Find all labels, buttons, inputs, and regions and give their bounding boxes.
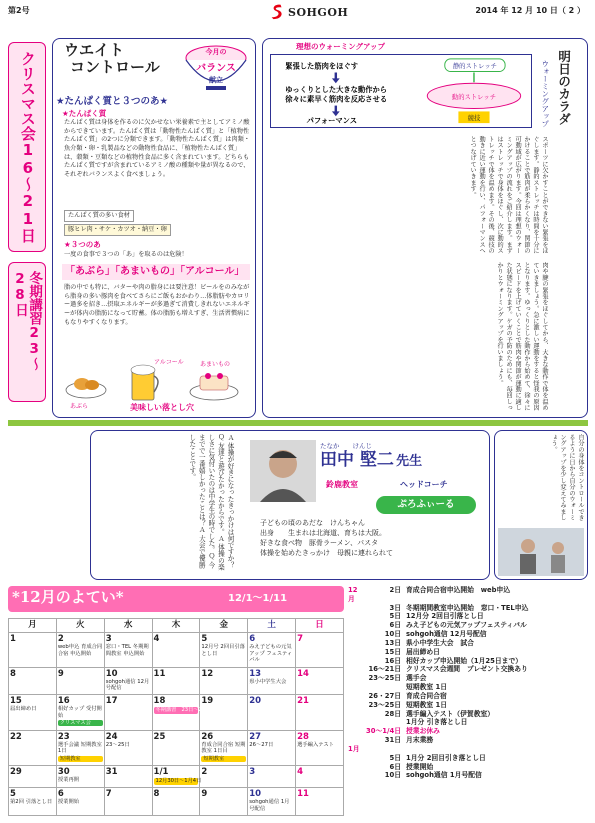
calendar-day: [104, 766, 152, 788]
calendar-day: [152, 766, 200, 788]
calendar-day: [9, 633, 57, 668]
schedule-row: [348, 612, 588, 621]
calendar-day-number: 11: [297, 789, 309, 800]
illus-sweet-label: あまいもの: [200, 361, 231, 368]
calendar-day: [296, 695, 344, 731]
calendar-day-number: 30: [57, 767, 70, 778]
schedule-text: 1月分 引き落とし日: [406, 718, 468, 727]
calendar-day-event: 育成合同合宿 短期教室 1日目: [201, 741, 246, 755]
calendar-event-bar: 短期教室: [58, 756, 103, 762]
calendar-day: [248, 695, 296, 731]
schedule-text: 相好カップ申込開始（1月25日まで）: [406, 656, 523, 665]
calendar-day-number: 19: [201, 696, 214, 707]
calendar-day-number: 10: [249, 789, 262, 800]
illus-alcohol-label: アルコール: [154, 359, 184, 366]
schedule-text: 届出締め日: [406, 647, 440, 656]
schedule-row: [348, 674, 588, 683]
protein-food-label: たんぱく質の多い食材: [64, 210, 134, 222]
schedule-date: 10日: [384, 771, 401, 780]
section-divider: [8, 420, 588, 426]
coach-photo: [250, 440, 316, 502]
profile-line: 体操を始めたきっかけ 母親に連れられて: [260, 549, 393, 558]
schedule-month: [348, 692, 362, 701]
calendar-event-bar: 短期教室: [201, 756, 246, 762]
schedule-row: [348, 648, 588, 657]
schedule-row: [348, 701, 588, 710]
schedule-text: 選手会: [406, 674, 427, 683]
calendar-day-header: 金: [200, 619, 248, 633]
calendar-day: [248, 788, 296, 816]
schedule-month: [348, 648, 362, 657]
three-a-intro: 一度の食事で３つの「あ」を取るのは危険！: [64, 251, 188, 258]
calendar-day-number: 17: [105, 696, 118, 707]
calendar-day: [104, 695, 152, 731]
coach-name-block: [320, 442, 490, 471]
schedule-month: [348, 674, 362, 683]
calendar-day-number: 9: [57, 668, 64, 679]
calendar-day: [56, 667, 104, 695]
calendar-day-event: 23〜25日: [105, 741, 130, 748]
calendar-day: [104, 667, 152, 695]
calendar-day-header: 日: [296, 619, 344, 633]
schedule-date: 10日: [384, 630, 401, 639]
calendar-day: [296, 730, 344, 766]
sohgoh-logo: [268, 2, 348, 20]
schedule-row: [348, 736, 588, 745]
schedule-text: sohgoh通信 1月号配信: [406, 771, 482, 780]
calendar-day: [152, 788, 200, 816]
schedule-date: 23〜25日: [368, 700, 401, 709]
profile-heading: ぷろふぃーる: [376, 496, 476, 514]
calendar-day-number: 13: [249, 668, 262, 679]
calendar-day-event: 県小中学生大会: [249, 678, 287, 685]
calendar-week: [9, 730, 344, 766]
calendar-day: [56, 633, 104, 668]
calendar-day: [248, 667, 296, 695]
calendar-day: [104, 633, 152, 668]
illus-oil-label: あぶら: [70, 403, 89, 410]
three-a-highlight: 「あぶら」「あまいもの」「アルコール」: [62, 264, 250, 280]
calendar-title: *12月のよてい*: [12, 588, 124, 606]
calendar-day: [200, 788, 248, 816]
calendar-day: [56, 695, 104, 731]
calendar-day-number: 5: [10, 789, 16, 800]
schedule-month: [348, 736, 362, 745]
calendar-day-number: 3: [105, 634, 112, 644]
badge-main: バランス: [196, 63, 236, 74]
calendar-day: [56, 730, 104, 766]
calendar-day-number: 28: [297, 731, 309, 742]
calendar-day-header: 火: [56, 619, 104, 633]
karada-column-title: [556, 50, 572, 180]
schedule-date: 6日: [389, 762, 401, 771]
calendar-day-event: 26〜27日: [249, 741, 274, 748]
schedule-date: 16〜21日: [368, 665, 401, 674]
protein-subheading: ★たんぱく質: [62, 109, 107, 118]
schedule-month: 12月: [348, 586, 358, 603]
calendar-day: [152, 667, 200, 695]
schedule-month: [348, 763, 362, 772]
schedule-date: 30〜1/4日: [366, 727, 401, 736]
self-control-text: 自分の身体をコントロールできるように日から自分のウォーミングアップを少し変えてみましょう。: [550, 434, 584, 521]
balance-bowl-icon: [178, 42, 254, 94]
calendar-day: [248, 766, 296, 788]
coach-name-ruby: たなか けんじ: [320, 442, 372, 450]
calendar-day: [248, 633, 296, 668]
calendar-day: [200, 633, 248, 668]
schedule-row: [348, 727, 588, 736]
calendar-day-header: 木: [152, 619, 200, 633]
calendar-day: [296, 633, 344, 668]
calendar-day-number: 29: [10, 767, 22, 778]
calendar-day: [152, 730, 200, 766]
calendar-day: [56, 788, 104, 816]
calendar-day-number: 16: [57, 696, 70, 707]
calendar-event-bar: 12月30日〜1月4日: [155, 778, 202, 785]
calendar-day-number: 31: [105, 767, 118, 778]
warmup-title: 理想のウォーミングアップ: [296, 42, 386, 51]
schedule-text: みえ子どもの元気アップフェスティバル: [406, 621, 527, 630]
calendar-week: [9, 667, 344, 695]
calendar-day-event: web申込 育成合同合宿 申込開始: [57, 644, 103, 657]
calendar-day-event: 選手編入テスト: [297, 741, 334, 748]
schedule-month: 1月: [348, 744, 360, 753]
schedule-row: [348, 683, 588, 692]
schedule-row: [348, 586, 588, 604]
calendar-day-number: 3: [249, 767, 256, 778]
schedule-text: クリスマス会週間 プレゼント交換あり: [406, 665, 528, 674]
calendar-day-number: 24: [105, 731, 118, 742]
protein-food-list: 豚ヒレ肉・サケ・カツオ・納豆・卵: [64, 224, 171, 236]
badge-top: 今月の: [205, 48, 227, 56]
calendar-day-number: 6: [57, 789, 64, 800]
schedule-row: [348, 630, 588, 639]
calendar-week: [9, 695, 344, 731]
schedule-text: 選手編入テスト（伊賀教室）: [406, 709, 495, 718]
calendar-day-header: 水: [104, 619, 152, 633]
schedule-row: [348, 718, 588, 727]
schedule-text: 授業開始: [406, 762, 434, 771]
interview-qa: Ａ 体操が好きになったきっかけは何ですか？Ｑ 友達と遊びたかったからです。Ａ 体操の楽しさに気付いたのは中学生の時でした。Ｑ 今までで一番嬉しかったことは？Ａ 大会で優勝したことです。: [187, 434, 234, 571]
schedule-date: 28日: [384, 709, 401, 718]
schedule-month: [348, 727, 362, 736]
schedule-date: 13日: [384, 638, 401, 647]
calendar-event-bar: 冬期講習 23日〜28日: [155, 707, 211, 714]
warmup-body-a: スポーツに欠かすことができない緊張をほぐします。静的ストレッチは時間を十分にかけることで筋肉が柔らかくなり、関節の可動域が広がります。今回は理想のウォーミングアップの流れをご紹介します。まずはストレッチで身体をほぐし、次に動的ストレッチで体を温めます。その後、競技の動きに近い運動を行い、パフォーマンスへとつなげていきます。: [469, 136, 548, 254]
profile-line: 子どもの頃のあだな けんちゃん: [260, 519, 365, 527]
three-a-heading: ★３つのあ: [64, 240, 101, 249]
calendar-day-number: 4: [153, 634, 160, 644]
calendar-day-number: 7: [297, 634, 303, 644]
calendar-day: [296, 788, 344, 816]
calendar-day-event: 授業開始: [57, 799, 80, 806]
calendar-day-number: 1/1: [153, 767, 169, 778]
calendar-day-header: 土: [248, 619, 296, 633]
profile-list: [260, 518, 488, 559]
calendar-day-number: 11: [153, 668, 166, 679]
schedule-month: [348, 621, 362, 630]
issue-number: 第2号: [8, 6, 30, 15]
fried-food-icon: [66, 378, 106, 398]
coach-name-suffix: 先生: [396, 454, 423, 470]
schedule-date: 3日: [389, 603, 401, 612]
schedule-text: 冬期期間教室申込開始 窓口・TEL申込: [406, 603, 529, 612]
schedule-text: 育成合同合宿申込開始 web申込: [406, 586, 511, 594]
calendar-day-number: 5: [201, 634, 208, 644]
calendar-day-number: 1: [10, 634, 16, 644]
calendar-day: [9, 730, 57, 766]
schedule-row: [348, 665, 588, 674]
warmup-body-b: 肉や腱の緊張をほぐしてから、大きな動作で体を温めていきましょう。急に激しい運動をすると怪我の原因となります。ゆっくりとした動作から始めて、徐々にスピードを上げていくことで筋肉や関節が運動に適した状態になります。ケガの予防のためにも、毎回しっかりとウォーミングアップを行いましょう。: [496, 262, 548, 411]
calendar-range: 12/1〜1/11: [228, 593, 288, 604]
calendar-day-number: 27: [249, 731, 262, 742]
calendar-day: [9, 766, 57, 788]
warmup-flow-diagram: [270, 54, 532, 128]
calendar-day-event: sohgoh通信 12月号配信: [105, 678, 150, 692]
food-caption: 美味しい落とし穴: [130, 403, 194, 412]
tag-dynamic-label: 動的ストレッチ: [451, 93, 497, 101]
calendar-day-event: 相好カップ 受付開始: [57, 706, 102, 719]
calendar-day-event: 授業再開: [57, 777, 80, 784]
calendar-day-number: 20: [249, 696, 262, 707]
calendar-day-event: 窓口・TEL 冬期期間教室 申込開始: [105, 644, 149, 657]
schedule-month: [348, 630, 362, 639]
title-line-1: ウエイト: [64, 41, 125, 59]
three-a-body: 脂の中でも特に、バターや肉の脂身には要注意！ビールをのみながら脂身の多い豚肉を食べてさらにご飯もおかわり…体脂肪やカロリー過多を招き…摂取エネルギーが多過ぎて消費しきれないエネルギーが体内の脂肪になって貯蓄。体の脂肪も増えすぎ、生活習慣病にもなりやすくなります。: [64, 284, 250, 326]
schedule-text: 育成合同合宿: [406, 691, 447, 700]
calendar-day-header: 月: [9, 619, 57, 633]
calendar-day: [248, 730, 296, 766]
calendar-day-number: 21: [297, 696, 309, 707]
schedule-text: [406, 745, 588, 754]
schedule-date: 5日: [389, 753, 401, 762]
weight-control-title: [64, 42, 160, 77]
calendar-day-number: 10: [105, 668, 118, 679]
schedule-date: 16日: [384, 656, 401, 665]
calendar-day: [104, 788, 152, 816]
protein-body: たんぱく質は身体を作るのに欠かせない栄養素で主としてアミノ酸からできています。たんぱく質は「動物性たんぱく質」と「植物性たんぱく質」の2つに分類できます。「動物性たんぱく質」は肉類・魚介類・卵・乳製品などの動物性食品に、「植物性たんぱく質」は、穀類・豆類などの植物性食品に多く含まれています。どちらもたんぱく質ですが含まれているアミノ酸の種類や量が異なるので、それぞれバランスよく食べましょう。: [64, 119, 250, 179]
calendar-day-number: 25: [153, 731, 166, 742]
schedule-date: 2日: [389, 586, 401, 594]
schedule-month: [348, 665, 362, 674]
calendar-day: [9, 695, 57, 731]
calendar-day-number: 8: [10, 668, 16, 679]
schedule-month: [348, 683, 362, 692]
flow-step-3: パフォーマンス: [306, 116, 358, 126]
calendar-day-number: 8: [153, 789, 160, 800]
schedule-date: 26・27日: [368, 691, 401, 700]
calendar-day: [200, 667, 248, 695]
calendar-day-event: みえ子どもの元気アップ フェスティバル: [249, 644, 293, 663]
logo-text: SOHGOH: [288, 6, 349, 20]
schedule-row: [348, 754, 588, 763]
calendar-week: [9, 788, 344, 816]
schedule-text: 短期教室 1日: [406, 683, 448, 692]
calendar-day-number: 14: [297, 668, 309, 679]
schedule-text: sohgoh通信 12月号配信: [406, 630, 487, 639]
winter-banner-text: 冬期講習23〜28日: [12, 271, 43, 371]
tag-game-label: 競技: [467, 115, 481, 123]
schedule-row: [348, 745, 588, 754]
schedule-date: 31日: [384, 736, 401, 745]
schedule-row: [348, 639, 588, 648]
schedule-row: [348, 710, 588, 719]
schedule-date: 15日: [384, 647, 401, 656]
protein-heading: ★たんぱく質と３つのあ★: [56, 96, 169, 107]
schedule-text: 授業お休み: [406, 727, 440, 736]
calendar-day: [9, 788, 57, 816]
calendar-day-number: 9: [201, 789, 208, 800]
schedule-month: [348, 639, 362, 648]
column-sub: ウォーミングアップ: [540, 60, 550, 128]
title-line-2: コントロール: [70, 58, 160, 77]
coach-role: ヘッドコーチ: [400, 480, 448, 489]
calendar-day-number: 6: [249, 634, 256, 644]
schedule-text: 12月分 2回目引落とし日: [406, 612, 484, 621]
xmas-banner-text: クリスマス会16〜21日: [18, 51, 37, 243]
schedule-text: 短期教室 1日: [406, 700, 448, 709]
schedule-row: [348, 621, 588, 630]
coach-dept: 鈴鹿教室: [326, 480, 358, 489]
profile-line: 出身 生まれは北海道、育ちは大阪。: [260, 529, 386, 538]
calendar-day-number: 22: [10, 731, 22, 742]
schedule-month: [348, 710, 362, 719]
schedule-date: [362, 745, 406, 754]
schedule-month: [348, 657, 362, 666]
schedule-month: [348, 604, 362, 613]
calendar-day: [56, 766, 104, 788]
profile-line: 好きな食べ物 豚骨ラーメン、パスタ: [260, 539, 379, 548]
schedule-row: [348, 692, 588, 701]
schedule-row: [348, 771, 588, 780]
calendar-day: [152, 633, 200, 668]
cake-icon: [190, 373, 238, 400]
schedule-date: 5日: [389, 612, 401, 621]
schedule-month: [348, 701, 362, 710]
schedule-month: [348, 771, 362, 780]
schedule-date: [362, 683, 406, 692]
flow-step-2a: ゆっくりとした大きな動作から: [285, 84, 388, 94]
calendar-day-event: sohgoh通信 1月号配信: [249, 799, 290, 812]
xmas-banner: [8, 42, 46, 252]
beer-mug-icon: [131, 365, 158, 400]
calendar-day-number: 18: [153, 696, 166, 707]
schedule-text: 県小中学生大会 試合: [406, 638, 474, 647]
calendar-event-bar: クリスマス会: [58, 720, 103, 726]
schedule-month: [348, 612, 362, 621]
calendar-grid: [8, 618, 344, 816]
tag-static-label: 静的ストレッチ: [452, 63, 498, 71]
schedule-text: 1月分 2回目引き落とし日: [406, 753, 486, 762]
calendar-day: [9, 667, 57, 695]
schedule-date: 6日: [389, 621, 401, 630]
winter-banner: [8, 262, 46, 402]
badge-sub: 献立: [209, 76, 223, 84]
schedule-month: [348, 754, 362, 763]
calendar-day: [104, 730, 152, 766]
calendar-day-event: 12月号 2回目引落とし日: [201, 644, 245, 657]
calendar-day-number: 7: [105, 789, 112, 800]
logo-s-icon: [268, 2, 286, 20]
training-photo: [498, 528, 584, 576]
calendar-day: [200, 766, 248, 788]
calendar-day-event: 選手会議 短期教室 1日: [57, 741, 102, 755]
flow-step-1: 緊張した筋肉をほぐす: [285, 61, 359, 71]
schedule-date: [362, 718, 406, 727]
calendar-day-number: 4: [297, 767, 303, 778]
calendar-week: [9, 766, 344, 788]
schedule-text: 月末業務: [406, 736, 434, 745]
schedule-month: [348, 718, 362, 727]
calendar-day: [296, 766, 344, 788]
issue-date: 2014 年 12 月 10 日（ 2 ）: [475, 6, 585, 15]
calendar-day-event: 第2回 引落とし日: [10, 799, 53, 806]
calendar-day-number: 2: [57, 634, 64, 644]
coach-name: 田中 堅二: [320, 450, 394, 471]
calendar-day-number: 15: [10, 696, 22, 707]
calendar-day-number: 12: [201, 668, 214, 679]
calendar-week: [9, 633, 344, 668]
calendar-day-event: 届出締め日: [10, 706, 37, 713]
calendar-day: [200, 730, 248, 766]
calendar-day-number: 23: [57, 731, 70, 742]
flow-step-2b: 徐々に素早く筋肉を反応させる: [285, 94, 388, 104]
calendar-day-number: 2: [201, 767, 208, 778]
calendar-day: [296, 667, 344, 695]
column-title: 明日のカラダ: [556, 50, 572, 125]
calendar-day-number: 26: [201, 731, 214, 742]
schedule-list: [348, 586, 588, 818]
schedule-date: 23〜25日: [368, 674, 401, 683]
